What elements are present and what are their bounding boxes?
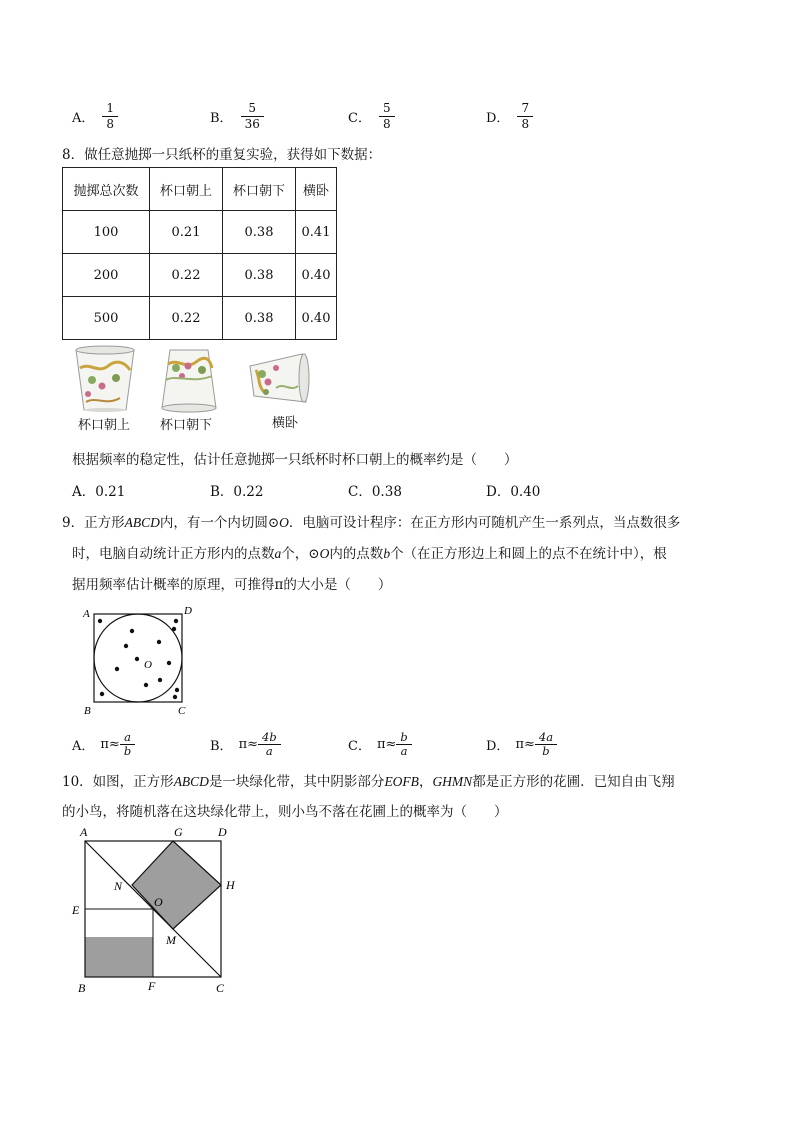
q9-option-a-fraction	[122, 731, 133, 758]
q8-option-b-label: B．	[210, 484, 234, 500]
q9-text-italic: a	[274, 546, 282, 561]
q9-option-c	[348, 726, 410, 762]
q10-text-italic: ABCD	[173, 774, 209, 789]
q7-option-d-label: D．	[486, 110, 510, 126]
cup-label-down: 杯口朝下	[160, 418, 213, 433]
q10-label-c: C	[216, 981, 225, 995]
q9-option-b	[210, 726, 279, 762]
q7-option-a-fraction	[104, 101, 116, 132]
table-cell: 500	[63, 297, 150, 340]
q9-option-b-den: a	[265, 743, 273, 758]
q10-square-ghmn	[132, 841, 221, 929]
q7-option-c-den: 8	[382, 116, 391, 131]
q10-label-g: G	[174, 825, 183, 839]
q9-option-d-pi: π≈	[515, 736, 535, 752]
q8-option-c	[348, 480, 402, 500]
q8-option-b	[210, 480, 263, 500]
frequency-table	[62, 167, 337, 340]
q10-stem-line2: 的小鸟，将随机落在这块绿化带上，则小鸟不落在花圃上的概率为（ ）	[62, 804, 508, 820]
q9-label-b: B	[84, 705, 91, 717]
q7-option-c	[348, 96, 393, 136]
q9-text: 9．正方形	[62, 515, 125, 531]
table-cell: 0.22	[150, 254, 223, 297]
table-header-cell: 杯口朝下	[223, 168, 296, 211]
cup-label-lying: 横卧	[272, 416, 299, 431]
q7-option-a-num: 1	[106, 100, 115, 115]
q10-label-f: F	[148, 979, 156, 993]
q8-option-d-label: D．	[486, 484, 511, 500]
q10-text: 是一块绿化带，其中阴影部分	[208, 774, 385, 790]
q9-label-a: A	[83, 608, 90, 620]
q9-option-d-label: D．	[486, 738, 510, 754]
q9-option-c-fraction	[398, 731, 409, 758]
table-cell: 100	[63, 211, 150, 254]
table-row	[63, 211, 337, 254]
q9-option-c-pi: π≈	[376, 736, 397, 752]
q10-garden-figure	[66, 822, 246, 998]
q9-label-o: O	[144, 659, 152, 671]
q9-square-circle-figure	[80, 602, 200, 720]
q9-option-d-fraction	[537, 731, 555, 758]
q9-option-c-den: a	[400, 743, 408, 758]
table-cell: 0.40	[296, 254, 337, 297]
q9-stem-line2	[72, 542, 667, 562]
q9-option-a	[72, 726, 133, 762]
q8-question: 根据频率的稳定性，估计任意抛掷一只纸杯时杯口朝上的概率约是（ ）	[72, 452, 518, 468]
q10-label-h: H	[226, 878, 235, 892]
q8-option-c-label: C．	[348, 484, 372, 500]
cup-label-up: 杯口朝上	[78, 418, 131, 433]
q7-option-d-num: 7	[521, 100, 530, 115]
q8-option-a-value: 0.21	[95, 484, 126, 500]
table-row	[63, 297, 337, 340]
q9-text: 内，有一个内切圆⊙	[159, 515, 280, 531]
q9-label-c: C	[178, 705, 186, 717]
cup-downward-image	[158, 344, 220, 414]
q10-label-e: E	[72, 903, 80, 917]
q9-random-points	[98, 619, 179, 699]
q9-option-a-num: a	[124, 729, 131, 744]
q9-option-b-fraction	[260, 731, 279, 758]
q8-option-d	[486, 480, 540, 500]
q9-text: 个（在正方形边上和圆上的点不在统计中），根	[390, 546, 667, 562]
q8-stem: 8．做任意抛掷一只纸杯的重复实验，获得如下数据：	[62, 147, 382, 163]
table-header-cell: 横卧	[296, 168, 337, 211]
q7-option-b-den: 36	[244, 116, 260, 131]
q10-text-italic: EOFB	[384, 774, 419, 789]
q7-option-a-den: 8	[106, 116, 115, 131]
q10-label-o: O	[154, 895, 163, 909]
table-cell: 0.38	[223, 297, 296, 340]
table-cell: 0.22	[150, 297, 223, 340]
q10-text: 都是正方形的花圃．已知自由飞翔	[472, 774, 675, 790]
table-header-row	[63, 168, 337, 211]
q9-option-c-label: C．	[348, 738, 371, 754]
q9-text-italic: O	[319, 546, 330, 561]
q8-option-b-value: 0.22	[233, 484, 264, 500]
q10-stem-line1	[62, 770, 675, 790]
table-cell: 0.38	[223, 254, 296, 297]
q9-option-a-pi: π≈	[100, 736, 120, 752]
q9-label-d: D	[184, 605, 192, 617]
q10-square-eofb	[85, 937, 153, 977]
table-header-cell: 抛掷总次数	[63, 168, 150, 211]
q7-option-d-den: 8	[521, 116, 530, 131]
q10-label-n: N	[114, 879, 123, 893]
q9-option-a-den: b	[123, 743, 132, 758]
q9-text-italic: ABCD	[124, 515, 160, 530]
q9-option-d-num: 4a	[538, 729, 554, 744]
q8-option-c-value: 0.38	[371, 484, 402, 500]
q10-label-m: M	[166, 933, 176, 947]
q9-option-d	[486, 726, 555, 762]
table-row	[63, 254, 337, 297]
q10-text: 10．如图，正方形	[62, 774, 174, 790]
q10-text: ，	[418, 774, 433, 790]
q9-text: 内的点数	[329, 546, 384, 562]
q9-option-b-pi: π≈	[238, 736, 258, 752]
q10-label-a: A	[80, 825, 88, 839]
q7-option-c-label: C．	[348, 110, 371, 126]
q9-option-b-num: 4b	[262, 729, 277, 744]
table-cell: 200	[63, 254, 150, 297]
q7-option-b	[210, 96, 262, 136]
q9-option-b-label: B．	[210, 738, 233, 754]
q9-text: 个，⊙	[281, 546, 320, 562]
q9-text: 时，电脑自动统计正方形内的点数	[72, 546, 275, 562]
cup-lying-image	[246, 352, 312, 410]
q8-option-a-label: A．	[72, 484, 96, 500]
table-cell: 0.21	[150, 211, 223, 254]
q9-stem-line3: 据用频率估计概率的原理，可推得π的大小是（ ）	[72, 577, 392, 593]
table-cell: 0.38	[223, 211, 296, 254]
q7-option-b-num: 5	[248, 100, 257, 115]
q8-option-a	[72, 480, 125, 500]
q7-option-c-fraction	[381, 101, 393, 132]
q9-option-c-num: b	[400, 729, 408, 744]
q7-option-a-label: A．	[72, 110, 95, 126]
q10-text-italic: GHMN	[432, 774, 473, 789]
q7-option-c-num: 5	[382, 100, 391, 115]
q7-option-d-fraction	[519, 101, 531, 132]
table-cell: 0.40	[296, 297, 337, 340]
q7-option-b-label: B．	[210, 110, 233, 126]
q9-option-d-den: b	[542, 743, 550, 758]
q10-label-d: D	[218, 825, 227, 839]
table-cell: 0.41	[296, 211, 337, 254]
q7-option-d	[486, 96, 531, 136]
q10-label-b: B	[78, 981, 86, 995]
q7-option-b-fraction	[243, 101, 262, 132]
q8-option-d-value: 0.40	[510, 484, 541, 500]
table-header-cell: 杯口朝上	[150, 168, 223, 211]
q9-text: ．电脑可设计程序：在正方形内可随机产生一系列点，当点数很多	[288, 515, 681, 531]
q7-option-a	[72, 96, 116, 136]
q9-text-italic: O	[279, 515, 289, 530]
q9-text-italic: b	[383, 546, 391, 561]
q9-stem-line1	[62, 511, 680, 531]
q9-option-a-label: A．	[72, 738, 95, 754]
cup-upright-image	[72, 344, 138, 414]
